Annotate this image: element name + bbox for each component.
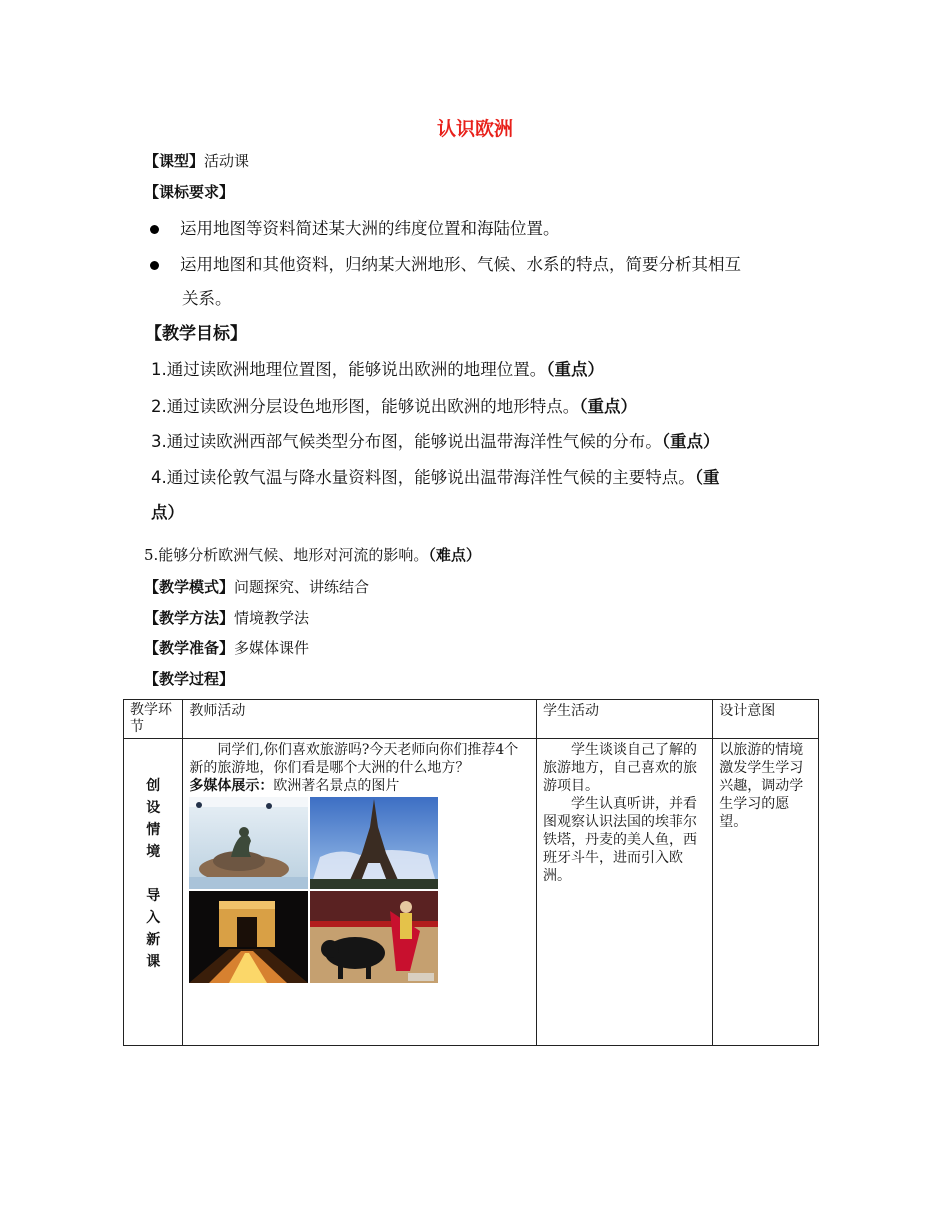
standard-text-2: 运用地图和其他资料，归纳某大洲地形、气候、水系的特点，简要分析其相互 (180, 255, 741, 274)
header-intent: 设计意图 (713, 700, 819, 739)
stage-char: 创 (146, 778, 161, 794)
student-text-2: 学生认真听讲，并看图观察认识法国的埃菲尔铁塔，丹麦的美人鱼，西班牙斗牛，进而引入欧洲。 (542, 796, 697, 884)
prep-line (144, 638, 309, 658)
goal-tag: （重点） (661, 432, 720, 451)
table-header-row (124, 700, 819, 739)
goal-item-1 (151, 358, 604, 382)
header-student: 学生活动 (536, 700, 712, 739)
standard-text-3: 关系。 (182, 289, 232, 308)
table-row (124, 739, 819, 1046)
intent-cell (713, 739, 819, 1046)
mode-value: 问题探究、讲练结合 (234, 578, 370, 596)
process-table (123, 699, 819, 1046)
course-type-line (144, 151, 249, 171)
prep-label: 【教学准备】 (144, 639, 235, 657)
stage-char: 境 (146, 844, 161, 860)
mode-line (144, 577, 369, 597)
stage-label (130, 775, 176, 973)
goal-text: 2.通过读欧洲分层设色地形图，能够说出欧洲的地形特点。 (151, 397, 580, 416)
arc-de-triomphe-photo (189, 891, 308, 983)
method-line (144, 608, 309, 628)
goal-item-4-cont (151, 501, 184, 525)
media-label: 多媒体展示： (189, 778, 274, 794)
standards-label: 【课标要求】 (144, 183, 235, 201)
header-stage: 教学环节 (124, 700, 183, 739)
stage-char: 设 (146, 800, 161, 816)
little-mermaid-photo (189, 797, 308, 889)
goals-label: 【教学目标】 (145, 324, 247, 344)
photo-grid (189, 797, 530, 983)
teacher-activity-cell (183, 739, 537, 1046)
goal-item-3 (151, 430, 720, 454)
goal-item-5 (144, 545, 481, 565)
standard-item-1 (150, 217, 560, 241)
page-title: 认识欧洲 (436, 118, 513, 140)
header-teacher: 教师活动 (183, 700, 537, 739)
prep-value: 多媒体课件 (234, 639, 310, 657)
stage-char: 导 (146, 888, 161, 904)
goal-tag: （重点） (579, 397, 637, 416)
process-label: 【教学过程】 (144, 670, 235, 688)
goal-tag: （重点） (546, 360, 604, 379)
goal-item-4 (151, 466, 720, 490)
stage-char: 新 (146, 932, 161, 948)
student-activity-cell (536, 739, 712, 1046)
goal-text: 4.通过读伦敦气温与降水量资料图，能够说出温带海洋性气候的主要特点。 (151, 468, 695, 487)
stage-char: 入 (146, 910, 161, 926)
course-type-label: 【课型】 (144, 152, 205, 170)
bullet-icon (150, 261, 159, 270)
goal-text: 5.能够分析欧洲气候、地形对河流的影响。 (144, 546, 429, 564)
stage-char: 课 (146, 954, 161, 970)
goal-tag: （重 (694, 468, 720, 487)
stage-cell (124, 739, 183, 1046)
goal-tag: 点） (151, 503, 184, 522)
stage-char: 情 (146, 822, 161, 838)
goal-tag: （难点） (428, 546, 481, 564)
goal-text: 3.通过读欧洲西部气候类型分布图，能够说出温带海洋性气候的分布。 (151, 432, 662, 451)
intent-text: 以旅游的情境激发学生学习兴趣，调动学生学习的愿望。 (719, 742, 804, 830)
standard-item-2 (150, 253, 741, 277)
bullfight-photo (310, 891, 438, 983)
course-type-value: 活动课 (204, 152, 250, 170)
goal-text: 1.通过读欧洲地理位置图，能够说出欧洲的地理位置。 (151, 360, 547, 379)
standard-text-1: 运用地图等资料简述某大洲的纬度位置和海陆位置。 (180, 219, 560, 238)
mode-label: 【教学模式】 (144, 578, 235, 596)
method-label: 【教学方法】 (144, 609, 235, 627)
teacher-text: 同学们,你们喜欢旅游吗?今天老师向你们推荐4个新的旅游地，你们看是哪个大洲的什么地方？ (189, 742, 519, 776)
media-line (189, 777, 530, 795)
eiffel-tower-photo (310, 797, 438, 889)
goal-item-2 (151, 395, 637, 419)
student-text-1: 学生谈谈自己了解的旅游地方，自己喜欢的旅游项目。 (542, 742, 697, 794)
bullet-icon (150, 225, 159, 234)
method-value: 情境教学法 (234, 609, 310, 627)
media-text: 欧洲著名景点的图片 (273, 778, 400, 794)
